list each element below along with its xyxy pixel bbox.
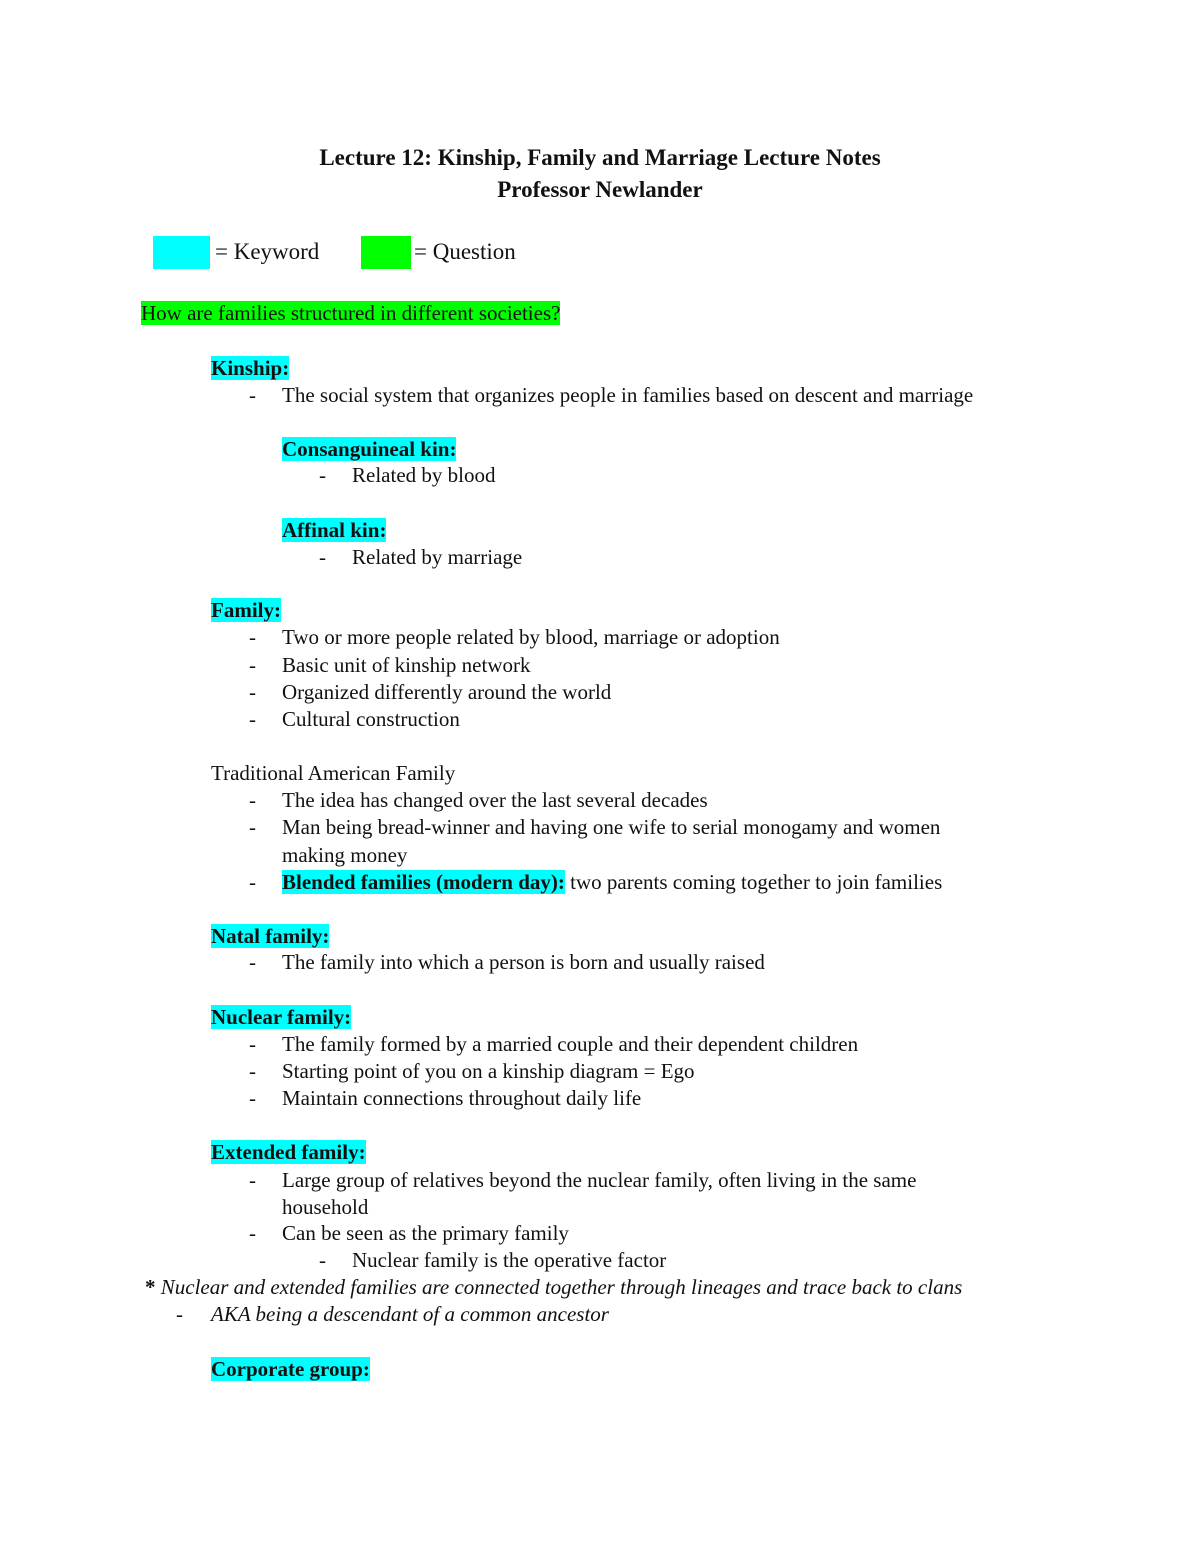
page-subtitle: Professor Newlander [497, 177, 703, 202]
keyword-corporate-group: Corporate group: [211, 1357, 370, 1381]
question-swatch [361, 236, 411, 269]
bullet-dash: - [319, 545, 326, 569]
note-text: Nuclear and extended families are connected together through lineages and trace back to clans [155, 1275, 963, 1299]
kinship-heading [211, 355, 289, 381]
bullet-dash: - [249, 788, 256, 812]
bullet-dash: - [319, 463, 326, 487]
keyword-affinal: Affinal kin: [282, 518, 387, 542]
traditional-heading: Traditional American Family [211, 761, 456, 785]
bullet-dash: - [249, 653, 256, 677]
lineage-note [145, 1274, 962, 1300]
extended-bullet-2: Can be seen as the primary family [282, 1221, 569, 1245]
keyword-nuclear: Nuclear family: [211, 1005, 352, 1029]
keyword-consanguineal: Consanguineal kin: [282, 437, 457, 461]
keyword-blended-families: Blended families (modern day): [282, 870, 565, 894]
consanguineal-heading [282, 436, 456, 462]
traditional-bullet-1: The idea has changed over the last several decades [282, 788, 708, 812]
traditional-bullet-2-line-1: Man being bread-winner and having one wife to serial monogamy and women [282, 815, 941, 839]
family-bullet-2: Basic unit of kinship network [282, 653, 531, 677]
bullet-dash: - [249, 1168, 256, 1192]
family-heading [211, 597, 281, 623]
bullet-dash: - [249, 1086, 256, 1110]
blended-families-text: two parents coming together to join families [564, 870, 943, 894]
nuclear-bullet-3: Maintain connections throughout daily life [282, 1086, 642, 1110]
natal-heading [211, 923, 329, 949]
keyword-kinship: Kinship: [211, 356, 290, 380]
bullet-dash: - [176, 1302, 183, 1326]
nuclear-bullet-2: Starting point of you on a kinship diagram = Ego [282, 1059, 695, 1083]
extended-sub-bullet-1: Nuclear family is the operative factor [352, 1248, 667, 1272]
keyword-family: Family: [211, 598, 281, 622]
bullet-dash: - [249, 950, 256, 974]
note-sub-bullet: AKA being a descendant of a common ancestor [211, 1302, 609, 1326]
extended-heading [211, 1139, 366, 1165]
bullet-dash: - [249, 680, 256, 704]
bullet-dash: - [249, 1032, 256, 1056]
bullet-dash: - [249, 1059, 256, 1083]
family-bullet-3: Organized differently around the world [282, 680, 612, 704]
note-asterisk: * [145, 1275, 156, 1299]
question-legend-label: = Question [414, 239, 516, 264]
family-bullet-1: Two or more people related by blood, marriage or adoption [282, 625, 780, 649]
keyword-legend-label: = Keyword [215, 239, 320, 264]
bullet-dash: - [249, 625, 256, 649]
section-question [141, 300, 560, 326]
extended-bullet-1-line-1: Large group of relatives beyond the nuclear family, often living in the same [282, 1168, 917, 1192]
bullet-dash: - [249, 815, 256, 839]
bullet-dash: - [319, 1248, 326, 1272]
bullet-dash: - [249, 707, 256, 731]
affinal-heading [282, 517, 386, 543]
nuclear-heading [211, 1004, 351, 1030]
bullet-dash: - [249, 383, 256, 407]
nuclear-bullet-1: The family formed by a married couple and their dependent children [282, 1032, 859, 1056]
traditional-bullet-3 [282, 869, 942, 895]
keyword-natal: Natal family: [211, 924, 330, 948]
consanguineal-bullet-1: Related by blood [352, 463, 496, 487]
bullet-dash: - [249, 870, 256, 894]
bullet-dash: - [249, 1221, 256, 1245]
traditional-bullet-2-line-2: making money [282, 843, 408, 867]
question-highlight: How are families structured in different societies? [141, 301, 561, 325]
corporate-heading [211, 1356, 370, 1382]
extended-bullet-1-line-2: household [282, 1195, 369, 1219]
affinal-bullet-1: Related by marriage [352, 545, 523, 569]
keyword-swatch [153, 236, 210, 269]
keyword-extended: Extended family: [211, 1140, 366, 1164]
natal-bullet-1: The family into which a person is born and usually raised [282, 950, 765, 974]
family-bullet-4: Cultural construction [282, 707, 460, 731]
kinship-bullet-1: The social system that organizes people in families based on descent and marriage [282, 383, 974, 407]
page-title: Lecture 12: Kinship, Family and Marriage Lecture Notes [319, 145, 881, 170]
